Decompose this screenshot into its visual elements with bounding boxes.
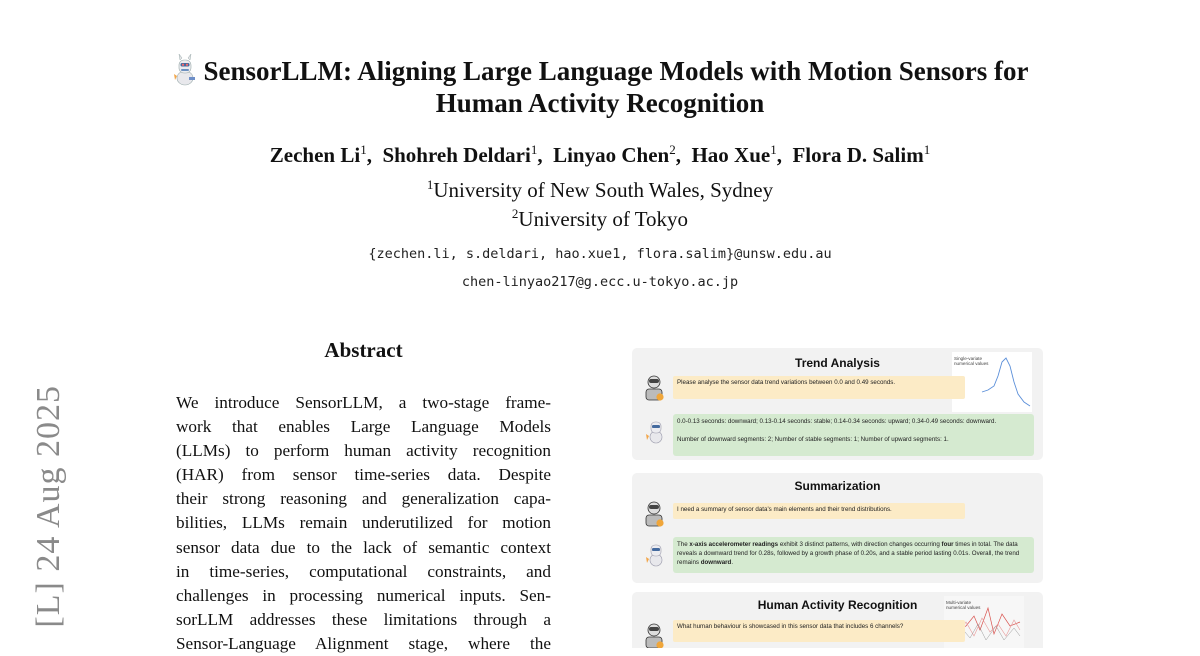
user-avatar-icon	[642, 622, 666, 648]
author: Flora D. Salim$^1$	[792, 142, 931, 167]
abstract-line: their strong reasoning and generalization capa-	[176, 489, 551, 509]
abstract-line: We introduce SensorLLM, a two-stage frame-	[176, 393, 551, 412]
user-avatar-icon	[642, 374, 666, 402]
llm-response-segments: 0.0-0.13 seconds: downward; 0.13-0.14 seconds: stable; 0.14-0.34 seconds: upward; 0.34-0.49 seconds: downward.	[677, 418, 997, 425]
abstract-body	[176, 391, 551, 656]
trend-line	[982, 358, 1030, 406]
plot-label: Single-variate numerical values	[954, 356, 989, 366]
plot-label: Multi-variate numerical values	[946, 600, 981, 610]
abstract-line: in time-series, computational constraints, and	[176, 561, 551, 581]
author: Zechen Li$^1$	[269, 142, 367, 167]
abstract-line: (HAR) from sensor time-series data. Despite	[176, 465, 551, 485]
llama-avatar-icon	[644, 416, 668, 444]
title-block	[100, 52, 1100, 119]
llm-response: The x-axis accelerometer readings exhibit 3 distinct patterns, with direction changes occurring four times in total. The data reveals a downward trend for 0.28s, followed by a growth phase of 0.20s, and a stable period lasting 0.01s. Overall, the trend remains downward.	[673, 537, 1034, 573]
llama-avatar-icon	[644, 539, 668, 567]
abstract-line: challenges in processing numerical inputs. Sen-	[176, 585, 551, 605]
summarization-panel	[632, 473, 1043, 583]
author: Shohreh Deldari$^1$	[382, 142, 538, 167]
har-title: Human Activity Recognition	[757, 598, 918, 612]
arxiv-stamp-text: [L] 24 Aug 2025	[30, 385, 67, 628]
user-message: What human behaviour is showcased in this sensor data that includes 6 channels?	[673, 620, 965, 642]
title-line-1	[100, 52, 1100, 87]
trend-analysis-panel	[632, 348, 1043, 460]
title-line-1-text: SensorLLM: Aligning Large Language Models with Motion Sensors for	[203, 56, 1029, 86]
abstract-line: work that enables Large Language Models	[176, 417, 551, 437]
abstract-line: Sensor-Language Alignment stage, where the	[176, 633, 551, 653]
email-line-2: chen-linyao217@g.ecc.u-tokyo.ac.jp	[461, 274, 739, 290]
affiliation-2: $^2$University of Tokyo	[511, 206, 689, 231]
llm-response	[673, 414, 1034, 456]
overview-figure	[632, 348, 1043, 648]
author-list: Zechen Li$^1$, Shohreh Deldari$^1$, Linyao Chen$^2$, Hao Xue$^1$, Flora D. Salim$^1$	[269, 142, 931, 167]
abstract-line: sorLLM addresses these limitations through a	[176, 609, 551, 629]
paper-title	[100, 52, 1100, 119]
user-message: Please analyse the sensor data trend variations between 0.0 and 0.49 seconds.	[673, 376, 965, 399]
llama-logo-icon	[171, 52, 199, 86]
trend-analysis-title: Trend Analysis	[795, 356, 880, 370]
user-avatar-icon	[642, 500, 666, 528]
summarization-title: Summarization	[794, 479, 881, 493]
abstract-heading: Abstract	[324, 338, 403, 362]
llm-response-counts: Number of downward segments: 2; Number of stable segments: 1; Number of upward segments: 1.	[677, 436, 949, 443]
abstract-line: (LLMs) to perform human activity recognition	[176, 441, 551, 461]
user-message: I need a summary of sensor data's main elements and their trend distributions.	[673, 503, 965, 519]
arxiv-stamp	[28, 385, 74, 648]
affiliation-1: $^1$University of New South Wales, Sydney	[426, 177, 774, 202]
author: Linyao Chen$^2$	[553, 142, 676, 167]
email-line-1: {zechen.li, s.deldari, hao.xue1, flora.salim}@unsw.edu.au	[368, 246, 832, 262]
abstract-line: sensor data due to the lack of semantic context	[176, 537, 551, 557]
title-line-2: Human Activity Recognition	[435, 88, 765, 118]
author: Hao Xue$^1$	[691, 142, 777, 167]
abstract-line: bilities, LLMs remain underutilized for motion	[176, 513, 551, 533]
har-panel	[632, 592, 1043, 648]
